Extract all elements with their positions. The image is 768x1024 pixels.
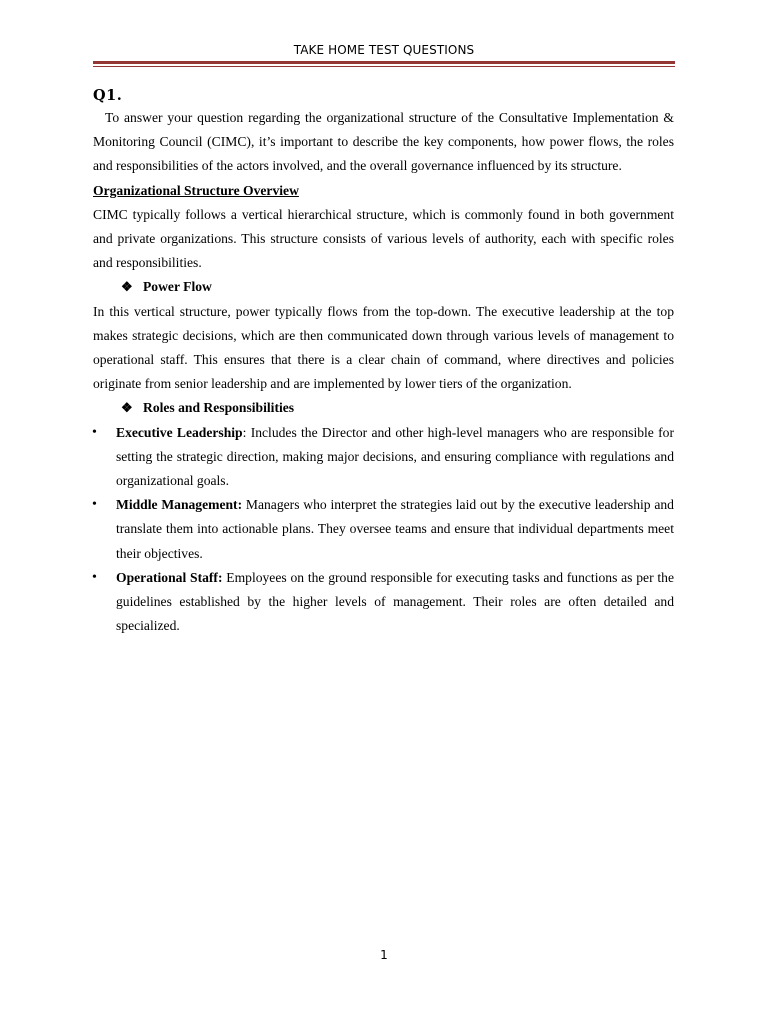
- question-label: Q1.: [93, 87, 123, 104]
- role-term: Middle Management:: [116, 497, 243, 513]
- role-description: Employees on the ground responsible for executing tasks and functions as per the guidelines established by the higher levels of management. Their roles are often detailed and specialized.: [116, 569, 674, 634]
- bullet-icon: •: [92, 569, 97, 585]
- list-item: [93, 566, 674, 639]
- role-term: Executive Leadership: [116, 424, 243, 440]
- overview-paragraph: CIMC typically follows a vertical hierarchical structure, which is commonly found in both government and private organizations. This structure consists of various levels of authority, each with specific roles and responsibilities.: [93, 206, 674, 271]
- header-rule-thick: [93, 61, 675, 64]
- page-header: TAKE HOME TEST QUESTIONS: [293, 43, 475, 57]
- list-item: [93, 421, 674, 494]
- bullet-icon: •: [92, 424, 97, 440]
- subheading-roles: [93, 396, 674, 420]
- header-rule-thin: [93, 66, 675, 67]
- roles-list: [93, 421, 674, 639]
- subheading-power-flow-label: Power Flow: [143, 279, 212, 295]
- list-item: [93, 493, 674, 566]
- role-description: Includes the Director and other high-level managers who are responsible for setting the strategic direction, making major decisions, and ensuring compliance with regulations and organizational goals.: [116, 424, 674, 489]
- document-body: [93, 86, 674, 638]
- bullet-icon: •: [92, 497, 97, 513]
- power-flow-paragraph: In this vertical structure, power typically flows from the top-down. The executive leadership at the top makes strategic decisions, which are then communicated down through various levels of management to operational staff. This ensures that there is a clear chain of command, where directives and policies originate from senior leadership and are implemented by lower tiers of the organization.: [93, 303, 674, 392]
- diamond-bullet-icon: ❖: [121, 279, 133, 295]
- role-description: Managers who interpret the strategies laid out by the executive leadership and translate them into actionable plans. They oversee teams and ensure that individual departments meet their objectives.: [116, 497, 674, 561]
- intro-paragraph: To answer your question regarding the organizational structure of the Consultative Implementation & Monitoring Council (CIMC), it’s important to describe the key components, how power flows, the roles and responsibilities of the actors involved, and the overall governance influenced by its structure.: [93, 110, 674, 174]
- section-heading-overview: Organizational Structure Overview: [93, 182, 299, 198]
- role-separator: :: [242, 424, 251, 440]
- page-number: 1: [380, 948, 388, 962]
- subheading-roles-label: Roles and Responsibilities: [143, 400, 295, 416]
- role-term: Operational Staff:: [116, 569, 223, 585]
- subheading-power-flow: [93, 275, 674, 299]
- diamond-bullet-icon: ❖: [121, 400, 133, 416]
